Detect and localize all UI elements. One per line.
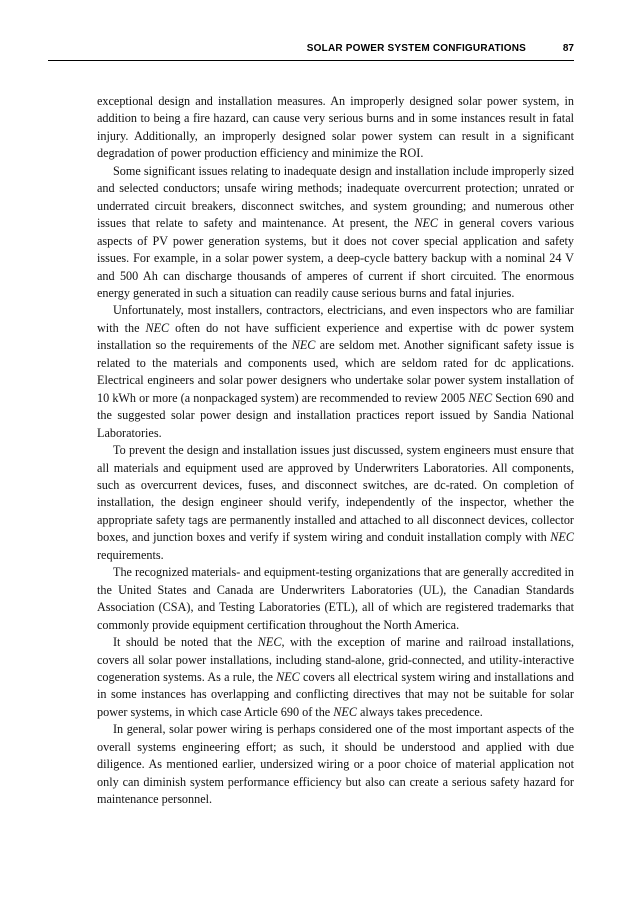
page-number: 87 [562, 43, 574, 54]
text-run: In general, solar power wiring is perhaps considered one of the most important aspects of the overall systems engineering effort; as such, it should be understood and applied with due diligence. As mentioned earlier, undersized wiring or a poor choice of material application not only can diminish system performance efficiency but also can create a serious safety hazard for maintenance personnel. [97, 722, 574, 807]
nec-abbreviation: NEC [145, 320, 170, 335]
text-run: often do not have sufficient experience and expertise with dc power system installation so the requirements of the [97, 320, 574, 353]
nec-abbreviation: NEC, [257, 635, 285, 650]
nec-abbreviation: NEC [414, 216, 439, 231]
text-run: with the exception of marine and railroad installations, covers all solar power installations, including stand-alone, grid-connected, and utility-interactive cogeneration systems. As a rule, the [97, 635, 574, 684]
paragraph [97, 442, 574, 564]
text-run: Unfortunately, most installers, contractors, electricians, and even inspectors who are familiar with the [97, 303, 574, 335]
text-run: It should be noted that the [113, 635, 258, 650]
text-run: are seldom met. Another significant safety issue is related to the materials and components used, which are seldom rated for dc applications. Electrical engineers and solar power designers who undertake solar power system installation of 10 kWh or more (a nonpackaged system) are recommended to review 2005 [97, 338, 574, 405]
paragraph [97, 634, 574, 721]
paragraph [97, 564, 574, 634]
text-run: exceptional design and installation measures. An improperly designed solar power system, in addition to being a fire hazard, can cause very serious burns and in some instances result in fatal injury. Additionally, an improperly designed solar power system can result in a significant degradation of power production efficiency and minimize the ROI. [97, 94, 574, 161]
nec-abbreviation: NEC [333, 704, 357, 719]
text-run: The recognized materials- and equipment-testing organizations that are generally accredited in the United States and Canada are Underwriters Laboratories (UL), the Canadian Standards Association (CSA), and Testing Laboratories (ETL), all of which are registered trademarks that commonly provide equipment certification throughout the North America. [97, 565, 574, 632]
text-run: Section 690 and the suggested solar power design and installation practices report issued by Sandia National Laboratories. [97, 390, 574, 440]
text-run: Some significant issues relating to inadequate design and installation include improperly sized and selected conductors; unsafe wiring methods; inadequate overcurrent protection; unrated or underrated circuit breakers, disconnect switches, and system grounding; and numerous other issues that relate to safety and maintenance. At present, the [97, 163, 574, 231]
paragraph [97, 163, 574, 303]
body-text [97, 93, 574, 809]
text-run: covers all electrical system wiring and installations and in some instances has overlapping and conflicting directives that may not be suitable for solar power systems, in which case Article 690 of the [97, 669, 574, 719]
nec-abbreviation: NEC [291, 338, 316, 353]
nec-abbreviation: NEC [468, 390, 493, 405]
nec-abbreviation: NEC [276, 669, 300, 684]
paragraph [97, 93, 574, 163]
nec-abbreviation: NEC [550, 530, 574, 545]
text-run: always takes precedence. [356, 704, 483, 719]
text-run: requirements. [97, 547, 164, 562]
text-run: in general covers various aspects of PV power generation systems, but it does not cover special application and safety issues. For example, in a solar power system, a deep-cycle battery backup with a nominal 24 V and 500 Ah can discharge thousands of amperes of current if short circuited. The enormous energy generated in such a situation can readily cause serious burns and fatal injuries. [97, 216, 575, 300]
running-head-title: SOLAR POWER SYSTEM CONFIGURATIONS [306, 43, 526, 54]
running-head [48, 40, 574, 61]
paragraph [97, 721, 574, 808]
paragraph [97, 302, 574, 442]
text-run: To prevent the design and installation issues just discussed, system engineers must ensure that all materials and equipment used are approved by Underwriters Laboratories. All components, such as overcurrent devices, fuses, and disconnect switches, are dc-rated. On completion of installation, the design engineer should verify, independently of the inspector, whether the appropriate safety tags are permanently installed and attached to all disconnect devices, collector boxes, and junction boxes and verify if system wiring and conduit installation comply with [97, 443, 574, 545]
